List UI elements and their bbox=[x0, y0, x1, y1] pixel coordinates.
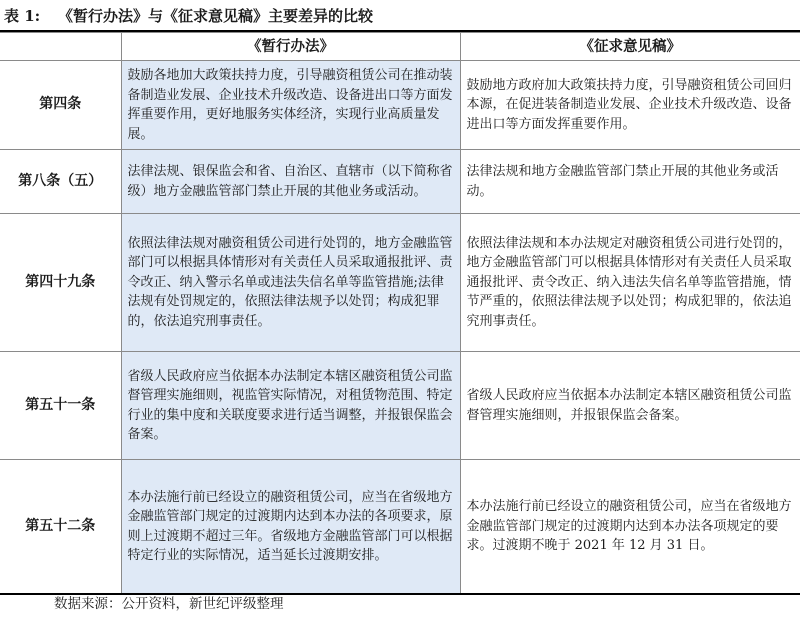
interim-measures-text: 法律法规、银保监会和省、自治区、直辖市（以下简称省级）地方金融监管部门禁止开展的其他业务或活动。 bbox=[121, 150, 460, 214]
draft-text: 鼓励地方政府加大政策扶持力度，引导融资租赁公司回归本源，在促进装备制造业发展、企业技术升级改造、设备进出口等方面发挥重要作用。 bbox=[460, 61, 800, 150]
table-caption: 《暂行办法》与《征求意见稿》主要差异的比较 bbox=[58, 7, 374, 25]
article-label: 第四条 bbox=[0, 61, 121, 150]
comparison-table bbox=[0, 32, 800, 595]
article-label: 第四十九条 bbox=[0, 214, 121, 352]
article-label: 第五十一条 bbox=[0, 352, 121, 460]
header-article bbox=[0, 33, 121, 61]
header-draft-for-comment: 《征求意见稿》 bbox=[460, 33, 800, 61]
table-row bbox=[0, 61, 800, 150]
table-row bbox=[0, 352, 800, 460]
interim-measures-text: 省级人民政府应当依据本办法制定本辖区融资租赁公司监督管理实施细则，视监管实际情况，对租赁物范围、特定行业的集中度和关联度要求进行适当调整，并报银保监会备案。 bbox=[121, 352, 460, 460]
table-row bbox=[0, 214, 800, 352]
table-row bbox=[0, 460, 800, 595]
draft-text: 法律法规和地方金融监管部门禁止开展的其他业务或活动。 bbox=[460, 150, 800, 214]
interim-measures-text: 鼓励各地加大政策扶持力度，引导融资租赁公司在推动装备制造业发展、企业技术升级改造、设备进出口等方面发挥重要作用，更好地服务实体经济，实现行业高质量发展。 bbox=[121, 61, 460, 150]
header-row bbox=[0, 33, 800, 61]
article-label: 第八条（五） bbox=[0, 150, 121, 214]
table-number: 表 1: bbox=[4, 7, 41, 25]
article-label: 第五十二条 bbox=[0, 460, 121, 595]
source-note: 数据来源：公开资料，新世纪评级整理 bbox=[54, 596, 284, 612]
table-row bbox=[0, 150, 800, 214]
draft-text: 依照法律法规和本办法规定对融资租赁公司进行处罚的，地方金融监管部门可以根据具体情形对有关责任人员采取通报批评、责令改正、纳入违法失信名单等监管措施，情节严重的，依照法律法规予以处罚；构成犯罪的，依法追究刑事责任。 bbox=[460, 214, 800, 352]
header-interim-measures: 《暂行办法》 bbox=[121, 33, 460, 61]
draft-text: 本办法施行前已经设立的融资租赁公司，应当在省级地方金融监管部门规定的过渡期内达到本办法各项规定的要求。过渡期不晚于 2021 年 12 月 31 日。 bbox=[460, 460, 800, 595]
interim-measures-text: 依照法律法规对融资租赁公司进行处罚的，地方金融监管部门可以根据具体情形对有关责任人员采取通报批评、责令改正、纳入警示名单或违法失信名单等监管措施;法律法规有处罚规定的，依照法律法规予以处罚；构成犯罪的，依法追究刑事责任。 bbox=[121, 214, 460, 352]
table-title bbox=[4, 4, 373, 28]
draft-text: 省级人民政府应当依据本办法制定本辖区融资租赁公司监督管理实施细则，并报银保监会备案。 bbox=[460, 352, 800, 460]
interim-measures-text: 本办法施行前已经设立的融资租赁公司，应当在省级地方金融监管部门规定的过渡期内达到本办法的各项要求，原则上过渡期不超过三年。省级地方金融监管部门可以根据特定行业的实际情况，适当延长过渡期安排。 bbox=[121, 460, 460, 595]
